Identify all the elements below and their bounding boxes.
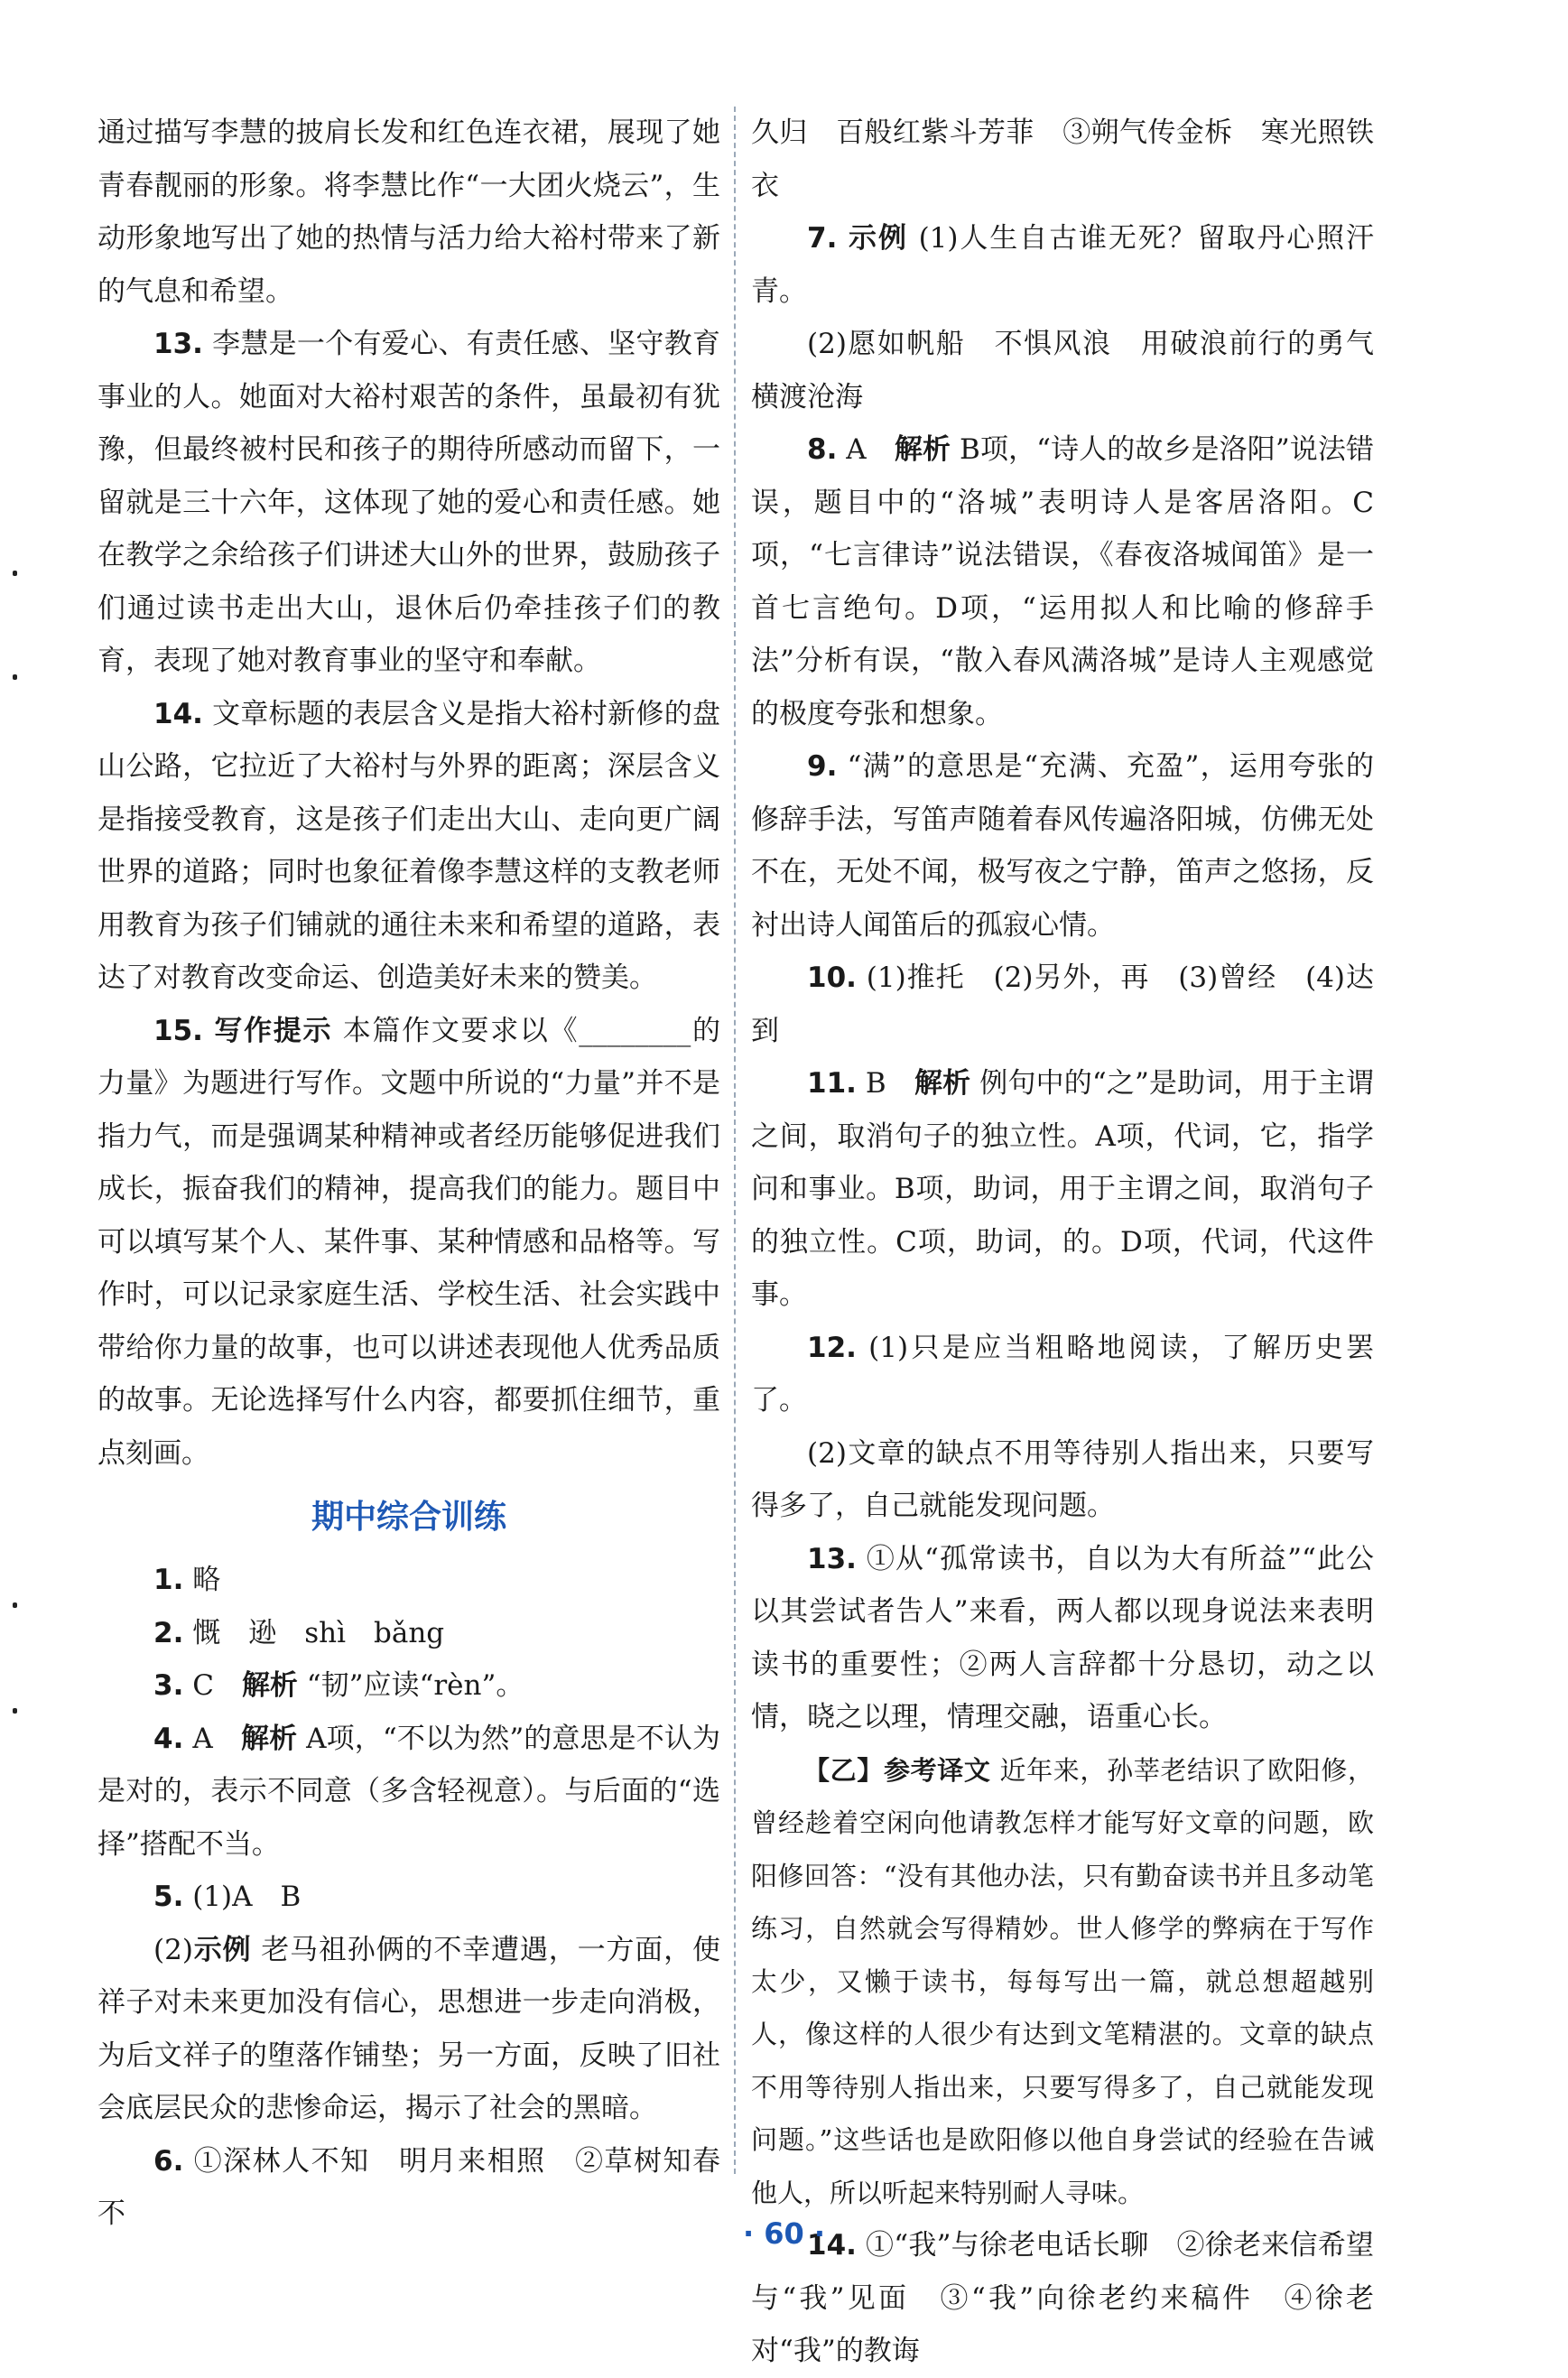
answer-15: 15. 写作提示 本篇作文要求以《________的力量》为题进行写作。文题中所说的“力量”并不是指力气，而是强调某种精神或者经历能够促进我们成长，振奋我们的精神，提高我们的能力。题目中可以填写某个人、某件事、某种情感和品格等。写作时，可以记录家庭生活、学校生活、社会实践中带给你力量的故事，也可以讲述表现他人优秀品质的故事。无论选择写什么内容，都要抓住细节，重点刻画。 — [97, 1014, 721, 1470]
answer-number: 14. — [153, 697, 203, 730]
answer-5: 5. (1)A B — [153, 1881, 302, 1913]
answer-6-continued: 久归 百般红紫斗芳菲 ③朔气传金柝 寒光照铁衣 — [751, 116, 1374, 202]
answer-3: 3. C 解析 “韧”应读“rèn”。 — [153, 1669, 524, 1702]
page-number: · 60 · — [742, 2216, 826, 2251]
paragraph: 通过描写李慧的披肩长发和红色连衣裙，展现了她青春靓丽的形象。将李慧比作“一大团火烧云”，生动形象地写出了她的热情与活力给大裕村带来了新的气息和希望。 — [97, 116, 720, 308]
translation-label: 【乙】参考译文 — [803, 1754, 991, 1786]
answer-9: 9. “满”的意思是“充满、充盈”，运用夸张的修辞手法，写笛声随着春风传遍洛阳城，仿佛无处不在，无处不闻，极写夜之宁静，笛声之悠扬，反衬出诗人闻笛后的孤寂心情。 — [751, 750, 1374, 942]
answer-7-2: (2)愿如帆船 不惧风浪 用破浪前行的勇气横渡沧海 — [751, 328, 1374, 413]
translation: 【乙】参考译文 近年来，孙莘老结识了欧阳修，曾经趁着空闲向他请教怎样才能写好文章的问题，欧阳修回答：“没有其他办法，只有勤奋读书并且多动笔练习，自然就会写得精妙。世人修学的弊病在于写作太少，又懒于读书，每每写出一篇，就总想超越别人，像这样的人很少有达到文笔精湛的。文章的缺点不用等待别人指出来，只要写得多了，自己就能发现问题。”这些话也是欧阳修以他自身尝试的经验在告诫他人，所以听起来特别耐人寻味。 — [751, 1754, 1374, 2208]
answer-12: 12. (1)只是应当粗略地阅读，了解历史罢了。 — [751, 1331, 1374, 1417]
answer-12-2: (2)文章的缺点不用等待别人指出来，只要写得多了，自己就能发现问题。 — [751, 1436, 1374, 1522]
answer-13: 13. 李慧是一个有爱心、有责任感、坚守教育事业的人。她面对大裕村艰苦的条件，虽最初有犹豫，但最终被村民和孩子的期待所感动而留下，一留就是三十六年，这体现了她的爱心和责任感。她在教学之余给孩子们讲述大山外的世界，鼓励孩子们通过读书走出大山，退休后仍牵挂孩子们的教育，表现了她对教育事业的坚守和奉献。 — [97, 328, 720, 677]
answer-1: 1. 略 — [153, 1564, 221, 1596]
answer-5-2: (2)示例 老马祖孙俩的不幸遭遇，一方面，使祥子对未来更加没有信心，思想进一步走向消极，为后文祥子的堕落作铺垫；另一方面，反映了旧社会底层民众的悲惨命运，揭示了社会的黑暗。 — [97, 1933, 720, 2124]
answer-11: 11. B 解析 例句中的“之”是助词，用于主谓之间，取消句子的独立性。A项，代词，它，指学问和事业。B项，助词，用于主谓之间，取消句子的独立性。C项，助词，的。D项，代词，代这件事。 — [751, 1067, 1375, 1311]
answer-8: 8. A 解析 B项，“诗人的故乡是洛阳”说法错误，题目中的“洛城”表明诗人是客居洛阳。C项，“七言律诗”说法错误，《春夜洛城闻笛》是一首七言绝句。D项，“运用拟人和比喻的修辞手法”分析有误，“散入春风满洛城”是诗人主观感觉的极度夸张和想象。 — [751, 433, 1374, 730]
answer-number: 15. — [153, 1014, 203, 1047]
section-title: 期中综合训练 — [311, 1499, 506, 1536]
answer-2: 2. 慨 逊 shì bǎng — [153, 1616, 445, 1649]
answer-13: 13. ①从“孤常读书，自以为大有所益”“此公以其尝试者告人”来看，两人都以现身说法来表明读书的重要性；②两人言辞都十分恳切，动之以情，晓之以理，情理交融，语重心长。 — [751, 1542, 1374, 1733]
column-divider — [734, 107, 736, 2174]
answer-14: 14. 文章标题的表层含义是指大裕村新修的盘山公路，它拉近了大裕村与外界的距离；深层含义是指接受教育，这是孩子们走出大山、走向更广阔世界的道路；同时也象征着像李慧这样的支教老师用教育为孩子们铺就的通往未来和希望的道路，表达了对教育改变命运、创造美好未来的赞美。 — [97, 697, 720, 994]
answer-7: 7. 示例 (1)人生自古谁无死？留取丹心照汗青。 — [751, 222, 1375, 308]
answer-4: 4. A 解析 A项，“不以为然”的意思是不认为是对的，表示不同意（多含轻视意）。与后面的“选择”搭配不当。 — [97, 1722, 720, 1861]
answer-6: 6. ①深林人不知 明月来相照 ②草树知春不 — [97, 2144, 720, 2230]
label: 写作提示 — [202, 1014, 333, 1047]
margin-mark — [13, 1602, 17, 1608]
answer-number: 13. — [153, 328, 203, 360]
margin-mark — [13, 674, 17, 680]
left-column — [97, 107, 720, 2241]
answer-14: 14. ①“我”与徐老电话长聊 ②徐老来信希望与“我”见面 ③“我”向徐老约来稿件 ④徐老对“我”的教诲 — [751, 2229, 1374, 2367]
margin-mark — [13, 1708, 17, 1714]
answer-10: 10. (1)推托 (2)另外，再 (3)曾经 (4)达到 — [751, 961, 1374, 1047]
margin-mark — [13, 571, 17, 576]
right-column — [751, 107, 1374, 2378]
